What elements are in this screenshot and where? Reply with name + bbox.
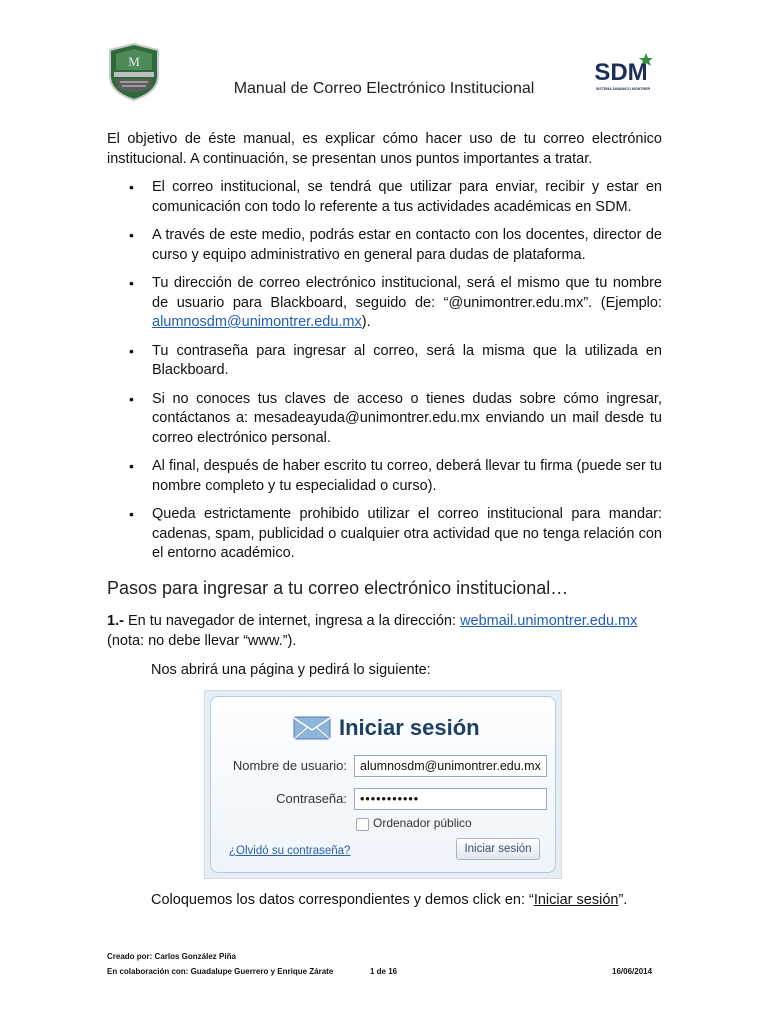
footer-author: Creado por: Carlos González Piña [107, 952, 236, 961]
footer-date: 16/06/2014 [612, 967, 653, 976]
page-title: Manual de Correo Electrónico Institucional [233, 80, 535, 97]
list-item: • Tu contraseña para ingresar al correo, será la misma que la utilizada en Blackboard. [129, 342, 662, 378]
password-input[interactable]: ••••••••••• [354, 788, 547, 810]
list-item: • Si no conoces tus claves de acceso o tienes dudas sobre cómo ingresar, contáctanos a: mesadeayuda@unimontrer.edu.mx enviando un mail desde tu correo electrónico personal. [129, 390, 662, 446]
login-screenshot [204, 690, 562, 879]
intro-paragraph: El objetivo de éste manual, es explicar cómo hacer uso de tu correo electrónico institucional. A continuación, se presentan unos puntos importantes a tratar. [107, 131, 662, 167]
public-computer-checkbox[interactable] [356, 818, 369, 831]
important-points-list [107, 178, 662, 573]
webmail-link[interactable]: webmail.unimontrer.edu.mx [460, 613, 638, 629]
step-1: 1.- En tu navegador de internet, ingresa a la dirección: webmail.unimontrer.edu.mx (nota: no debe llevar “www.”). [107, 613, 638, 649]
login-title: Iniciar sesión [339, 715, 480, 740]
svg-text:SDM: SDM [594, 59, 648, 86]
bullet-icon: • [129, 506, 134, 522]
public-computer-label: Ordenador público [373, 816, 472, 830]
password-label: Contraseña: [276, 791, 347, 806]
list-item: • A través de este medio, podrás estar en contacto con los docentes, director de curso y equipo administrativo en general para dudas de plataforma. [129, 227, 662, 263]
list-item: • Queda estrictamente prohibido utilizar el correo institucional para mandar: cadenas, spam, publicidad o cualquier otra actividad que no tenga relación con el entorno académico. [129, 506, 662, 561]
forgot-password-link[interactable]: ¿Olvidó su contraseña? [229, 845, 351, 857]
section-heading: Pasos para ingresar a tu correo electrónico institucional… [107, 578, 569, 598]
step-number: 1.- [107, 613, 124, 629]
svg-text:SISTEMA DINÁMICO MONTRER: SISTEMA DINÁMICO MONTRER [595, 87, 651, 91]
footer-collaboration: En colaboración con: Guadalupe Guerrero y Enrique Zárate [107, 967, 334, 976]
list-item: • Al final, después de haber escrito tu correo, deberá llevar tu firma (puede ser tu nombre completo y tu especialidad o curso). [129, 458, 662, 494]
svg-text:M: M [128, 54, 140, 69]
step-1-followup: Nos abrirá una página y pedirá lo siguiente: [151, 662, 431, 678]
username-input[interactable]: alumnosdm@unimontrer.edu.mx [354, 755, 547, 777]
username-label: Nombre de usuario: [232, 758, 347, 773]
bullet-icon: • [129, 458, 134, 474]
list-item: • El correo institucional, se tendrá que utilizar para enviar, recibir y estar en comunicación con todo lo referente a tus actividades académicas en SDM. [129, 179, 662, 215]
example-email-link[interactable]: alumnosdm@unimontrer.edu.mx [152, 314, 362, 330]
step-note: (nota: no debe llevar “www.”). [107, 632, 297, 649]
sign-in-reference: Iniciar sesión [533, 892, 619, 908]
bullet-icon: • [129, 227, 134, 243]
bullet-icon: • [129, 390, 134, 407]
bullet-icon: • [129, 179, 134, 195]
envelope-icon [293, 716, 331, 740]
list-item: • Tu dirección de correo electrónico institucional, será el mismo que tu nombre de usuario para Blackboard, seguido de: “@unimontrer.edu.mx”. (Ejemplo: alumnosdm@unimontrer.edu.mx). [129, 275, 662, 330]
login-panel [210, 696, 556, 873]
page-number: 1 de 16 [370, 967, 398, 976]
sign-in-button[interactable]: Iniciar sesión [456, 838, 540, 860]
bullet-icon: • [129, 275, 134, 291]
bullet-icon: • [129, 342, 134, 359]
closing-instruction: Coloquemos los datos correspondientes y demos click en: “Iniciar sesión”. [151, 892, 628, 908]
